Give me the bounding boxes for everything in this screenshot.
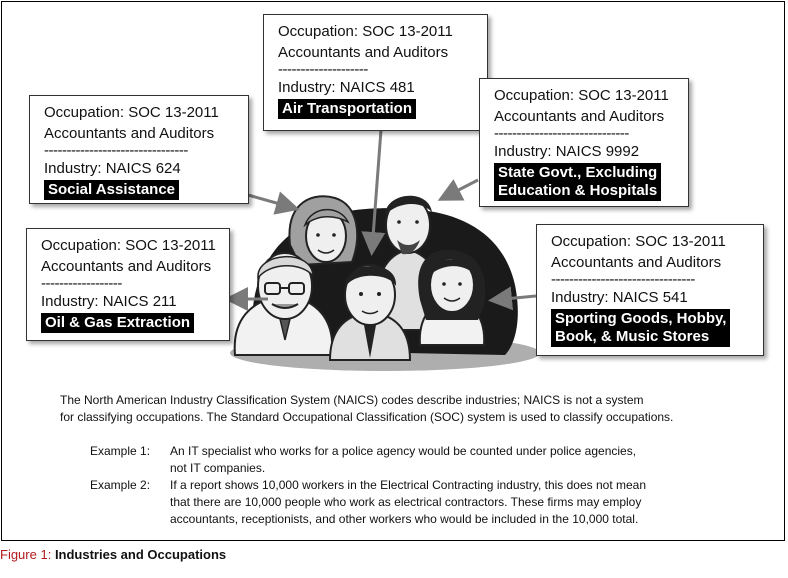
example-2-line: that there are 10,000 people who work as electrical contractors. These firms may employ [170,495,642,509]
industry-name-line: State Govt., Excluding [498,164,658,181]
example-1-label: Example 1: [90,444,151,458]
industry-code: Industry: NAICS 211 [41,293,177,310]
person-woman-right [418,250,485,345]
industry-code: Industry: NAICS 624 [44,160,181,177]
industry-name-line: Air Transportation [282,100,413,117]
divider: -------------------------------- [44,142,188,159]
intro-line: for classifying occupations. The Standard Occupational Classification (SOC) system is used to classify occupations. [60,410,674,424]
occupation-code: Occupation: SOC 13-2011 [494,87,669,104]
occupation-title: Accountants and Auditors [494,108,665,125]
occupation-title: Accountants and Auditors [44,125,215,142]
industry-name [44,180,179,200]
industry-name-line: Sporting Goods, Hobby, [555,310,727,327]
person-woman-left [289,196,357,265]
industry-code: Industry: NAICS 481 [278,79,415,96]
occupation-code: Occupation: SOC 13-2011 [41,237,216,254]
occupation-code: Occupation: SOC 13-2011 [278,23,453,40]
example-2-line: If a report shows 10,000 workers in the Electrical Contracting industry, this does not mean [170,478,647,492]
industry-name [494,163,661,201]
industry-name-line: Social Assistance [48,181,176,198]
example-1-line: not IT companies. [170,461,266,475]
occupation-box-air-transportation [263,14,488,131]
divider: -------------------------------- [551,271,695,288]
occupation-title: Accountants and Auditors [278,44,449,61]
occupation-title: Accountants and Auditors [41,258,212,275]
divider: ------------------------------ [494,125,629,142]
occupation-box-social-assistance [29,95,249,204]
industry-name-line: Oil & Gas Extraction [45,314,191,331]
industry-code: Industry: NAICS 541 [551,289,688,306]
example-2-line: accountants, receptionists, and other workers who would be included in the 10,000 total. [170,512,639,526]
intro-line: The North American Industry Classification System (NAICS) codes describe industries; NAICS is not a system [60,393,644,407]
divider: -------------------- [278,61,368,78]
intro-paragraph [60,392,760,426]
occupation-code: Occupation: SOC 13-2011 [44,104,219,121]
caption-label: Figure 1: [0,547,52,562]
example-2-label: Example 2: [90,478,151,492]
industry-name [551,309,730,347]
occupation-box-state-govt [479,78,689,207]
occupation-box-sporting-goods [536,224,764,356]
occupation-title: Accountants and Auditors [551,254,722,271]
industry-name-line: Book, & Music Stores [555,328,710,345]
example-1-line: An IT specialist who works for a police agency would be counted under police agencies, [170,444,637,458]
industry-name [41,313,194,333]
industry-name-line: Education & Hospitals [498,182,658,199]
occupation-box-oil-gas [26,228,230,341]
occupation-code: Occupation: SOC 13-2011 [551,233,726,250]
arrow-social [248,195,294,208]
figure-caption [0,547,226,562]
arrow-state [443,180,478,198]
caption-title: Industries and Occupations [54,547,227,562]
divider: ------------------ [41,275,122,292]
industry-code: Industry: NAICS 9992 [494,143,640,160]
industry-name [278,99,416,119]
